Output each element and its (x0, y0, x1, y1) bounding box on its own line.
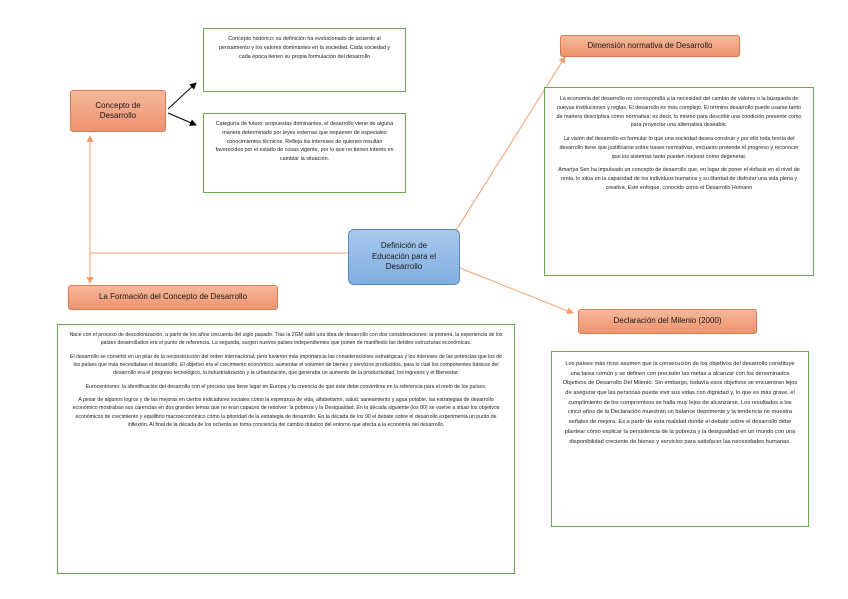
connector-concepto-historico (168, 83, 196, 109)
categoria-futuro-note (203, 113, 406, 193)
formacion-paragraph: Nace con el proceso de descolonización, a partir de los años cincuenta del siglo pasado. Tras la 2GM salió una idea de desarrollo con dos consideraciones: la primera, la experiencia de los países desarrollados era el punto de referencia. La segunda, surgen nuevos países independientes que ponen de manifiesto las debiles estructuras económicas. (69, 332, 503, 347)
milenio-node (578, 309, 757, 334)
normativa-node (560, 35, 740, 57)
connector-concepto-futuro (168, 113, 196, 125)
concepto-historico-text: Concepto histórico: su definición ha evolucionado de acuerdo al pensamiento y los valores dominantes en la sociedad. Cada sociedad y cada época tienen su propia formulación del desarrollo (218, 36, 391, 60)
formacion-note (57, 324, 515, 574)
formacion-paragraph: Eurocentrismo: la identificación del desarrollo con el proceso que tiene lugar en Europa y la creencia de que éste debe convertirse en la referencia para el resto de los países. (85, 383, 487, 390)
categoria-futuro-text: Categoría de futuro: propuestas dominantes, el desarrollo viene de alguna manera determinado por leyes externas que requieren de especiales conocimientos técnicos. Refleja los intereses de quienes resultan favorecidos por el estado de cosas vigente, por lo que no tienen interés en cambiar la situación. (215, 121, 394, 162)
milenio-text: Los países más ricos asumen que la consecución de los objetivos del desarrollo constituye una tarea común y se definen con precisión las metas a alcanzar con los denominados Objetivos de Desarrollo Del Milenio. Sin embargo, todavía esos objetivos se encuentran lejos de asegurar que las personas pueda vivir sus vidas con dignidad y, lo que es más grave, el cumplimiento de los compromisos se halla muy lejos de alcanzarse. Los resultados a los cinco años de la Declaración muestran un balance deprimente y la tendencia no muestra señales de mejora. Es a partir de esta realidad donde el debate sobre el desarrollo debe plantear cómo explicar la persistencia de la pobreza y la desigualdad en un mundo con una disponibilidad creciente de bienes y servicios para satisfacer las necesidades humanas. (562, 361, 798, 445)
normativa-title: Dimensión normativa de Desarrollo (587, 40, 713, 50)
normativa-paragraph: Amartya Sen ha impulsado un concepto de desarrollo que, en lugar de poner el énfasis en el nivel de renta, lo sitúa en la capacidad de los individuos humanos y su libertad de disfrutar una vida plena y creativa. Este enfoque, conocido como el Desarrollo Humano (558, 167, 800, 191)
milenio-note (551, 351, 809, 527)
central-title: Definición de Educación para el Desarrollo (371, 241, 437, 272)
concepto-desarrollo-title: Concepto de Desarrollo (95, 100, 141, 120)
concepto-desarrollo-node (70, 90, 166, 132)
concepto-historico-note (203, 28, 406, 92)
milenio-title: Declaración del Milenio (2000) (613, 316, 722, 326)
formacion-title: La Formación del Concepto de Desarrollo (98, 292, 248, 302)
normativa-paragraph: La visión del desarrollo es formular lo que una sociedad desea construir y por ello toda teoría del desarrollo tiene que justificarse sobre bases normativas, encuanto pretende el progreso y reconocer que los sistemas tanto pueden mejorar como degenerar. (559, 136, 799, 160)
formacion-paragraph: A pesar de algunos logros y de las mejoras en ciertos indicadores sociales como la esperanza de vida, alfabetismo, salud, saneamiento y agua potable, las estrategias de desarrollo económico mostraban sus carencias en dos grandes temas que no eran capaces de resolver: la pobreza y la Desigualdad. En la década siguiente (los 80) se vuelve a situar los objetivos económicos de crecimiento y equilibrio macroeconómico como la prioridad de la estrategia de desarrollo. En la década de los 90 el debate sobre el desarrollo experimenta un punto de inflexión. Al final de la década de los ochenta se toma conciencia del cambio drástico del entorno que afecta a la economía del desarrollo. (72, 396, 500, 428)
formacion-paragraph: El desarrollo se convirtió en un pilar de la reconstrucción del orden internacional, pero tuvieron más importancia las consideraciones estratégicas y los intereses de las potencias que los de los países que más necesitaban el desarrollo. El objetivo era el crecimiento económico, aumentar el volumen de bienes y servicios producidos, para lo cual los componentes básicos del desarrollo era el progreso tecnológico, la industrialización y la urbanización, que generaba un aumento de la productividad, los ingresos y el Bienestar. (70, 353, 502, 377)
formacion-node (68, 285, 278, 310)
normativa-note (544, 87, 814, 276)
normativa-paragraph: La economía del desarrollo no correspondía a la necesidad del cambio de valores o la búsqueda de nuevas instituciones y reglas. El desarrollo es más complejo. El término desarrollo puede usarse tanto de manera descriptiva como normativa; es decir, lo mismo para describir una condición presente como para proyectar una alternativa deseable. (556, 96, 802, 129)
central-node (348, 229, 460, 285)
